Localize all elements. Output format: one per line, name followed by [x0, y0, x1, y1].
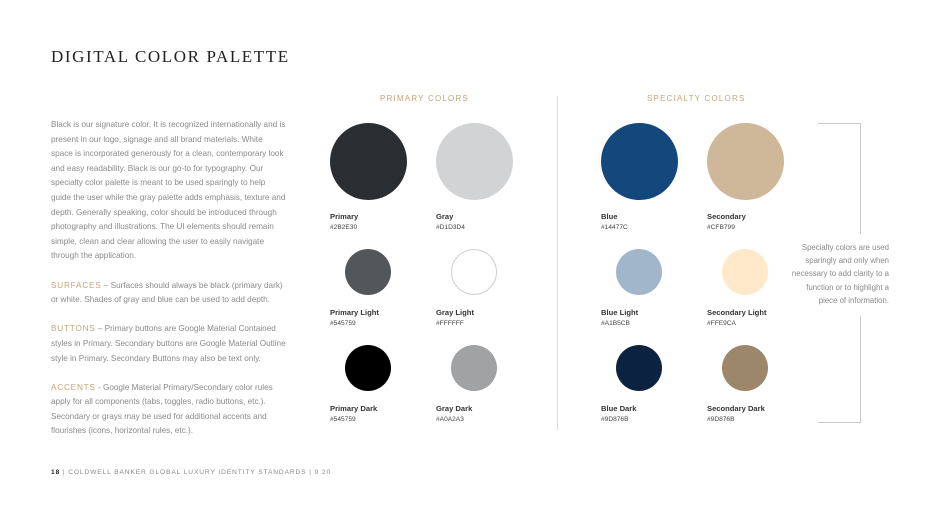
swatch-secondary-hex: #CFB799 — [707, 224, 735, 231]
swatch-secondary-light-hex: #FFE9CA — [707, 320, 736, 327]
specialty-colors-heading: SPECIALTY COLORS — [647, 94, 746, 103]
page-title: DIGITAL COLOR PALETTE — [51, 47, 290, 66]
swatch-gray-light — [451, 249, 497, 295]
swatch-secondary-light-label: Secondary Light — [707, 308, 767, 317]
page-number: 18 — [51, 469, 61, 476]
swatch-blue-dark-hex: #9D876B — [601, 416, 629, 423]
intro-paragraph: Black is our signature color. It is recognized internationally and is present in our logo, signage and all brand materials. White space is incorporated generously for a clean, contemporary look and easy readability. Black is our go-to for typography. Our specialty color palette is meant to be used sparingly to help guide the user while the gray palette adds emphasis, texture and depth. Generally speaking, color should be introduced through photography and illustrations. The UI elements should remain simple, clean and clear allowing the user to easily navigate through the application. — [51, 120, 286, 261]
surfaces-paragraph — [51, 279, 286, 308]
swatch-gray-hex: #D1D3D4 — [436, 224, 465, 231]
footer-separator: | — [62, 469, 66, 476]
swatch-blue — [601, 123, 678, 200]
swatch-secondary-dark-label: Secondary Dark — [707, 404, 765, 413]
swatch-secondary — [707, 123, 784, 200]
swatch-gray-light-hex: #FFFFFF — [436, 320, 464, 327]
footer-document-title: COLDWELL BANKER GLOBAL LUXURY IDENTITY STANDARDS — [68, 469, 307, 476]
specialty-note: Specialty colors are used sparingly and only when necessary to add clarity to a function or to highlight a piece of information. — [791, 243, 889, 305]
page-footer — [51, 469, 331, 476]
swatch-secondary-label: Secondary — [707, 212, 746, 221]
swatch-blue-light-label: Blue Light — [601, 308, 639, 317]
bracket-bottom — [818, 422, 861, 423]
accents-paragraph — [51, 381, 286, 439]
swatch-secondary-light — [722, 249, 768, 295]
swatch-primary-dark-label: Primary Dark — [330, 404, 378, 413]
swatch-gray-dark — [451, 345, 497, 391]
swatch-secondary-dark-hex: #9D876B — [707, 416, 735, 423]
swatch-primary-dark-hex: #545759 — [330, 416, 356, 423]
surfaces-keyword: SURFACES — [51, 280, 102, 290]
swatch-gray — [436, 123, 513, 200]
buttons-paragraph — [51, 322, 286, 366]
swatch-blue-dark-label: Blue Dark — [601, 404, 637, 413]
footer-version: 9.20 — [314, 469, 332, 476]
swatch-gray-light-label: Gray Light — [436, 308, 474, 317]
swatch-blue-light-hex: #A1B5CB — [601, 320, 630, 327]
swatch-primary-label: Primary — [330, 212, 359, 221]
swatch-gray-dark-hex: #A0A2A3 — [436, 416, 464, 423]
swatch-primary-light-hex: #545759 — [330, 320, 356, 327]
swatch-gray-label: Gray — [436, 212, 454, 221]
bracket-lower-line — [860, 316, 861, 422]
swatch-secondary-dark — [722, 345, 768, 391]
swatch-blue-label: Blue — [601, 212, 618, 221]
bracket-upper-line — [860, 123, 861, 234]
swatch-primary-light — [345, 249, 391, 295]
surfaces-text: – Surfaces should always be black (primary dark) or white. Shades of gray and blue can be used to add depth. — [51, 280, 283, 305]
accents-keyword: ACCENTS — [51, 382, 96, 392]
section-divider — [557, 96, 558, 430]
swatch-blue-dark — [616, 345, 662, 391]
swatch-gray-dark-label: Gray Dark — [436, 404, 473, 413]
buttons-keyword: BUTTONS — [51, 324, 96, 334]
footer-separator: | — [309, 469, 312, 476]
buttons-text: – Primary buttons are Google Material Contained styles in Primary. Secondary buttons are Google Material Outline style in Primary. Secondary Buttons may also be text only. — [51, 324, 286, 363]
swatch-primary-light-label: Primary Light — [330, 308, 379, 317]
swatch-blue-hex: #14477C — [601, 224, 628, 231]
swatch-primary-dark — [345, 345, 391, 391]
swatch-primary-hex: #2B2E30 — [330, 224, 358, 231]
accents-text: - Google Material Primary/Secondary color rules apply for all components (tabs, toggles, radio buttons, etc.). Secondary or grays may be used for additional accents and flourishes (icons, horizontal rules, etc.). — [51, 382, 273, 436]
intro-text — [51, 118, 286, 454]
primary-colors-heading: PRIMARY COLORS — [380, 94, 469, 103]
bracket-top — [818, 123, 861, 124]
swatch-blue-light — [616, 249, 662, 295]
swatch-primary — [330, 123, 407, 200]
